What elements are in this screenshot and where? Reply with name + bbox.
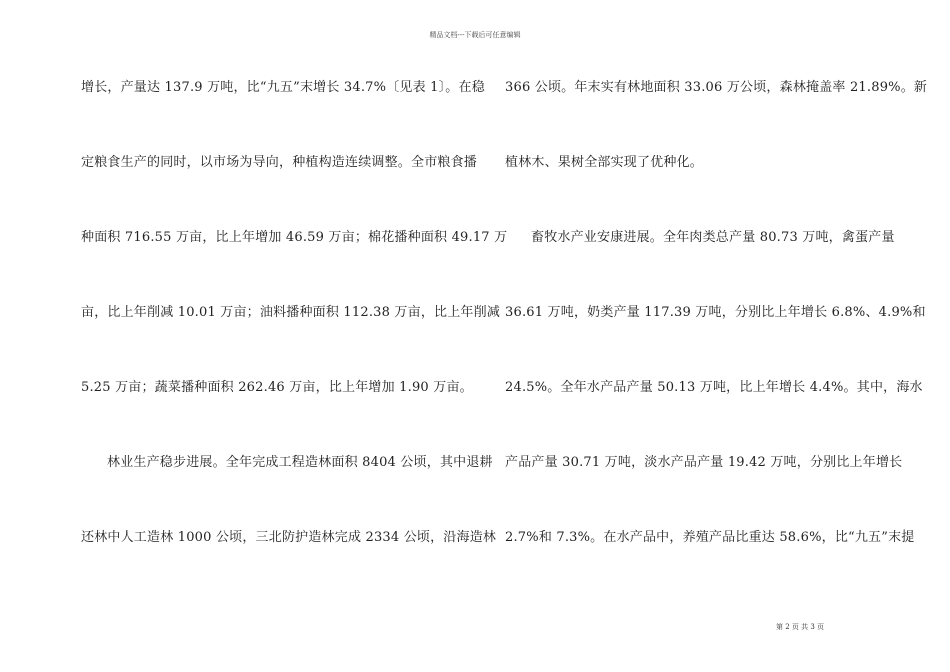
text-line: 增长，产量达 137.9 万吨，比“九五”末增长 34.7%〔见表 1〕。在稳 [81,80,485,95]
text-line: 366 公顷。年末实有林地面积 33.06 万公顷，森林掩盖率 21.89%。新 [505,80,928,95]
page-header: 精品文档---下载后可任意编辑 [429,31,521,39]
text-line: 24.5%。全年水产品产量 50.13 万吨，比上年增长 4.4%。其中，海水 [505,380,923,395]
text-line: 定粮食生产的同时，以市场为导向，种植构造连续调整。全市粮食播 [81,155,478,170]
text-line: 种面积 716.55 万亩，比上年增加 46.59 万亩；棉花播种面积 49.17 万 [81,230,508,245]
text-line: 产品产量 30.71 万吨，淡水产品产量 19.42 万吨，分别比上年增长 [505,455,903,470]
page-number: 第 2 页 共 3 页 [776,623,825,631]
text-line: 2.7%和 7.3%。在水产品中，养殖产品比重达 58.6%，比“九五”末提 [505,530,915,545]
text-line: 5.25 万亩；蔬菜播种面积 262.46 万亩，比上年增加 1.90 万亩。 [81,380,473,395]
paragraph-first-line: 畜牧水产业安康进展。全年肉类总产量 80.73 万吨，禽蛋产量 [531,230,895,245]
paragraph-first-line: 林业生产稳步进展。全年完成工程造林面积 8404 公顷，其中退耕 [107,455,493,470]
text-line: 植林木、果树全部实现了优种化。 [505,155,704,170]
text-line: 36.61 万吨，奶类产量 117.39 万吨，分别比上年增长 6.8%、4.9%和 [505,305,926,320]
text-line: 亩，比上年削减 10.01 万亩；油料播种面积 112.38 万亩，比上年削减 [81,305,501,320]
text-line: 还林中人工造林 1000 公顷，三北防护造林完成 2334 公顷，沿海造林 [81,530,497,545]
